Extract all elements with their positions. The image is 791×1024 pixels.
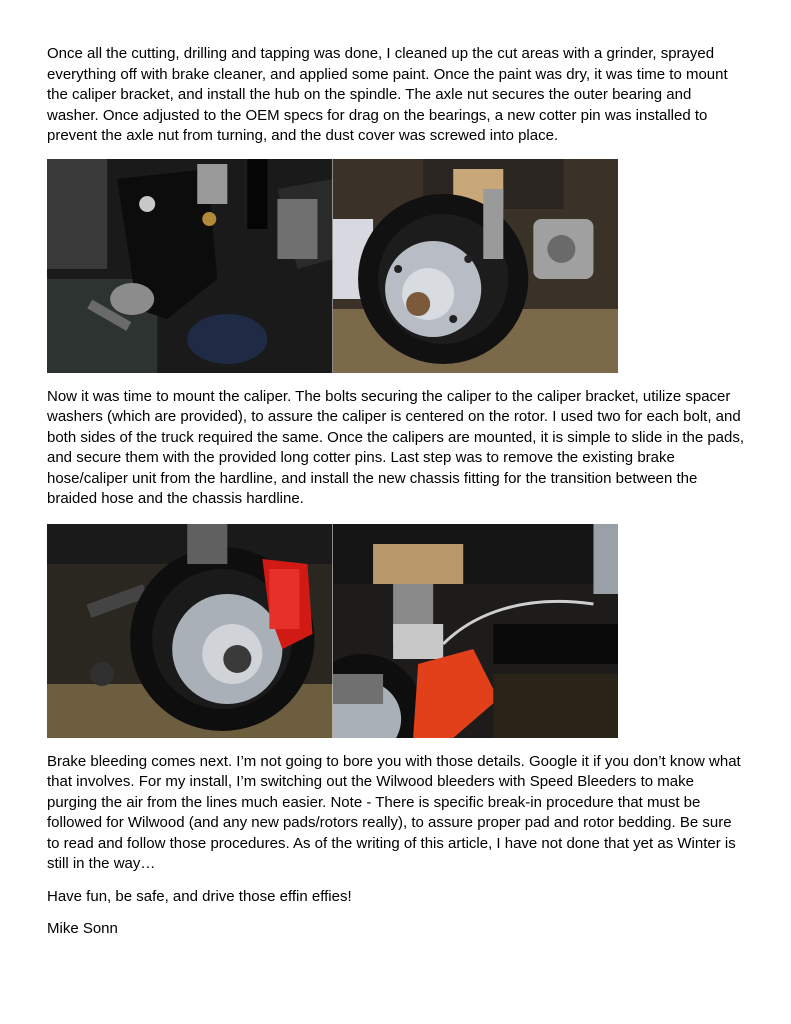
- paragraph-caliper-mount: Now it was time to mount the caliper. The bolts securing the caliper to the caliper bracket, utilize spacer washers (which are provided), to assure the caliper is centered on the rotor. I used two for each bolt, and both sides of the truck required the same. Once the calipers are mounted, it is simple to slide in the pads, and secure them with the provided long cotter pins. Last step was to remove the existing brake hose/caliper unit from the hardline, and install the new chassis fitting for the transition between the braided hose and the chassis hardline.: [47, 387, 745, 507]
- paragraph-hub-install: Once all the cutting, drilling and tapping was done, I cleaned up the cut areas with a grinder, sprayed everything off with brake cleaner, and applied some paint. Once the paint was dry, it was time to mount the caliper bracket, and install the hub on the spindle. The axle nut secures the outer bearing and washer. Once adjusted to the OEM specs for drag on the bearings, a new cotter pin was installed to prevent the axle nut from turning, and the dust cover was screwed into place.: [47, 45, 728, 144]
- author-signature: Mike Sonn: [47, 920, 118, 937]
- document-page: [47, 44, 747, 940]
- paragraph-bleeding: Brake bleeding comes next. I’m not going to bore you with those details. Google it if you don’t know what that involves. For my install, I’m switching out the Wilwood bleeders with Speed Bleeders to make purging the air from the lines much easier. Note - There is specific break-in procedure that must be followed for Wilwood (and any new pads/rotors really), to assure proper pad and rotor bedding. Be sure to read and follow those procedures. As of the writing of this article, I have not done that yet as Winter is still in the way…: [47, 752, 741, 872]
- photo-spindle-bracket: [47, 159, 333, 373]
- photo-caliper-mounted: [47, 524, 333, 738]
- photo-row-hub: [47, 159, 618, 373]
- photo-rotor-hub: [333, 159, 619, 373]
- paragraph-closing: Have fun, be safe, and drive those effin effies!: [47, 887, 352, 905]
- photo-braided-hose: [333, 524, 619, 738]
- photo-row-caliper: [47, 524, 618, 738]
